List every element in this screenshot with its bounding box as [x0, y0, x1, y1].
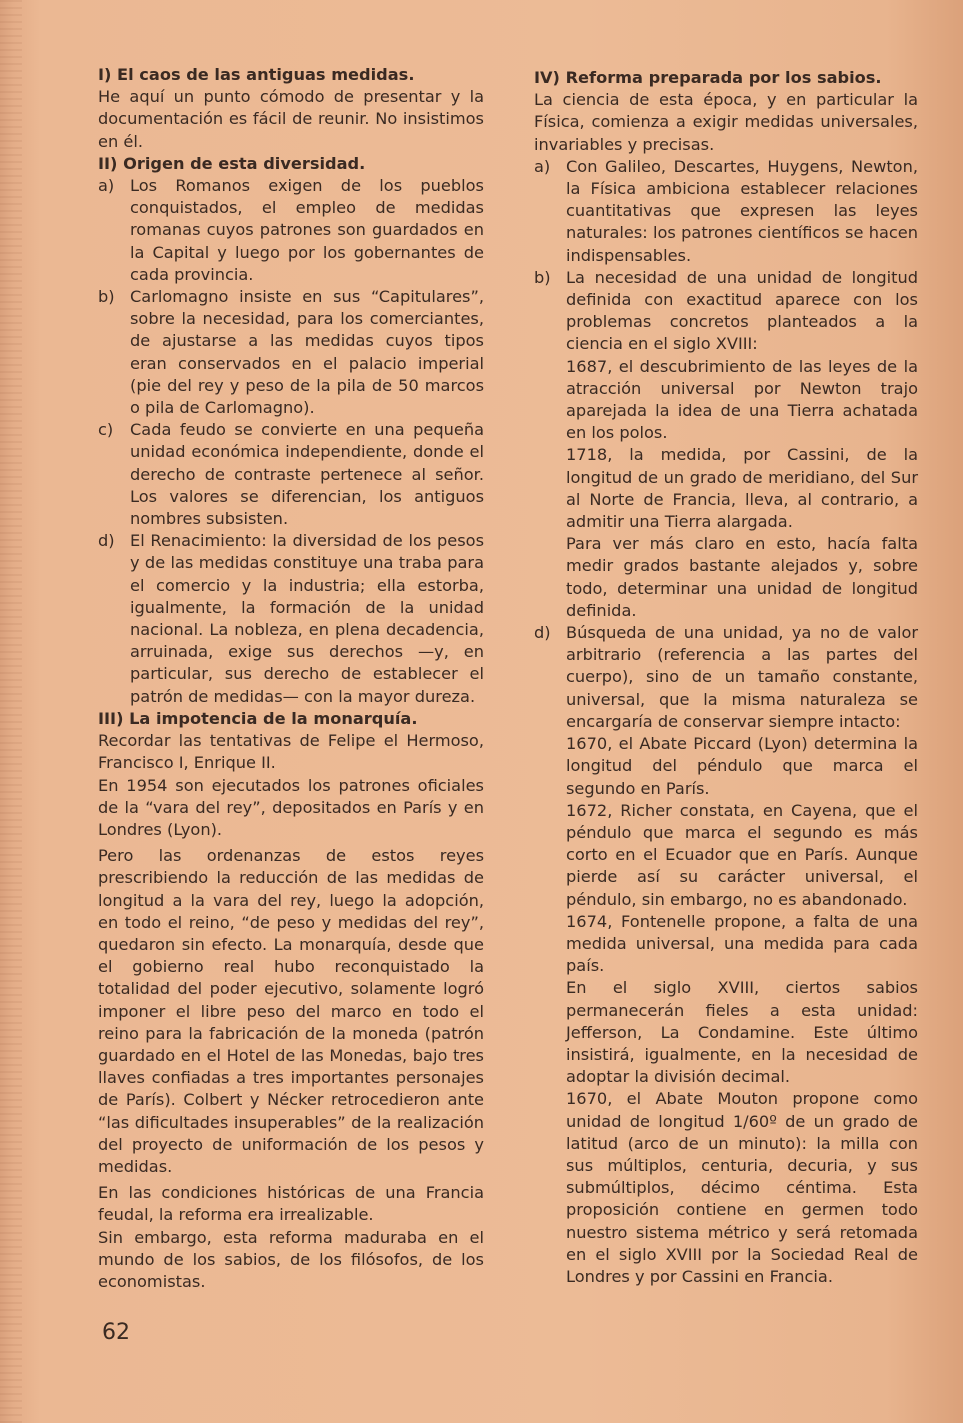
item-text: La necesidad de una unidad de longitud definida con exactitud aparece con los problemas concretos planteados a la ciencia en el siglo XVIII: — [566, 267, 918, 354]
section-heading-2: II) Origen de esta diversidad. — [98, 153, 366, 173]
item-label: a) — [98, 176, 115, 196]
item-label: d) — [98, 531, 115, 551]
subparagraph: Para ver más claro en esto, hacía falta medir grados bastante alejados y, sobre todo, determinar una unidad de longitud definida. — [566, 534, 918, 620]
item-text: El Renacimiento: la diversidad de los pesos y de las medidas constituye una traba para el comercio y la industria; ella estorba, igualmente, la formación de la unidad nacional. La nobleza, en plena decadencia, arruinada, exige sus derechos —y, en particular, sus derecho de establecer el patrón de medidas— con la mayor dureza. — [130, 531, 484, 706]
list-item-b — [534, 267, 918, 356]
subparagraph: 1670, el Abate Piccard (Lyon) determina la longitud del péndulo que marca el segundo en París. — [566, 734, 918, 798]
page-edge — [0, 0, 22, 1423]
subparagraph: 1670, el Abate Mouton propone como unidad de longitud 1/60º de un grado de latitud (arco de un minuto): la milla con sus múltiplos, centuria, decuria, y sus submúltiplos, décimo céntima. Esta proposición contiene en germen todo nuestro sistema métrico y será retomada en el siglo XVIII por la Sociedad Real de Londres y por Cassini en Francia. — [566, 1089, 918, 1286]
section-heading-3: III) La impotencia de la monarquía. — [98, 708, 418, 728]
item-label: d) — [534, 623, 551, 643]
item-label: b) — [98, 287, 115, 307]
item-text: Cada feudo se convierte en una pequeña unidad económica independiente, donde el derecho de contraste pertenece al señor. Los valores se diferencian, los antiguos nombres subsisten. — [130, 420, 484, 529]
subparagraph: En el siglo XVIII, ciertos sabios permanecerán fieles a esta unidad: Jefferson, La Condamine. Este último insistirá, igualmente, en la necesidad de adoptar la división decimal. — [566, 978, 918, 1087]
paragraph: He aquí un punto cómodo de presentar y la documentación es fácil de reunir. No insistimos en él. — [98, 87, 484, 151]
list-item-a — [534, 156, 918, 267]
paragraph: En las condiciones históricas de una Francia feudal, la reforma era irrealizable. — [98, 1183, 484, 1225]
paragraph: Recordar las tentativas de Felipe el Hermoso, Francisco I, Enrique II. — [98, 731, 484, 773]
subparagraph: 1672, Richer constata, en Cayena, que el péndulo que marca el segundo es más corto en el Ecuador que en París. Aunque pierde así su carácter universal, el péndulo, sin embargo, no es abandonado. — [566, 800, 918, 909]
page-number: 62 — [102, 1320, 130, 1345]
section-heading-4: IV) Reforma preparada por los sabios. — [534, 68, 882, 87]
section-heading-1: I) El caos de las antiguas medidas. — [98, 65, 415, 84]
right-column — [534, 67, 918, 1288]
item-text: Con Galileo, Descartes, Huygens, Newton, la Física ambiciona establecer relaciones cuantitativas que expresen las leyes naturales: los patrones científicos se hacen indispensables. — [566, 156, 918, 265]
item-label: a) — [534, 156, 551, 176]
paragraph: En 1954 son ejecutados los patrones oficiales de la “vara del rey”, depositados en París y en Londres (Lyon). — [98, 775, 484, 839]
item-text: Los Romanos exigen de los pueblos conquistados, el empleo de medidas romanas cuyos patrones son guardados en la Capital y luego por los gobernantes de cada provincia. — [130, 176, 484, 284]
paragraph: Sin embargo, esta reforma maduraba en el mundo de los sabios, de los filósofos, de los economistas. — [98, 1227, 484, 1291]
item-text: Carlomagno insiste en sus “Capitulares”, sobre la necesidad, para los comerciantes, de ajustarse a las medidas cuyos tipos eran conservados en el palacio imperial (pie del rey y peso de la pila de 50 marcos o pila de Carlomagno). — [130, 287, 484, 418]
list-item-d — [98, 530, 484, 708]
item-label: b) — [534, 267, 551, 287]
subparagraph: 1674, Fontenelle propone, a falta de una medida universal, una medida para cada país. — [566, 911, 918, 976]
list-item-a — [98, 175, 484, 286]
item-text: Búsqueda de una unidad, ya no de valor arbitrario (referencia a las partes del cuerpo), sino de un tamaño constante, universal, que la misma naturaleza se encargaría de conservar siempre intacto: — [566, 623, 918, 731]
left-column — [98, 64, 484, 1293]
list-item-d — [534, 622, 918, 733]
subparagraph: 1718, la medida, por Cassini, de la longitud de un grado de meridiano, del Sur al Norte de Francia, lleva, al contrario, a admitir una Tierra alargada. — [566, 445, 918, 532]
subparagraph: 1687, el descubrimiento de las leyes de la atracción universal por Newton trajo aparejada la idea de una Tierra achatada en los polos. — [566, 356, 918, 443]
paragraph: Pero las ordenanzas de estos reyes prescribiendo la reducción de las medidas de longitud a la vara del rey, luego la adopción, en todo el reino, “de peso y medidas del rey”, quedaron sin efecto. La monarquía, desde que el gobierno real hubo reconquistado la totalidad del poder ejecutivo, solamente logró imponer el libre peso del marco en todo el reino para la fabricación de la moneda (patrón guardado en el Hotel de las Monedas, bajo tres llaves confiadas a tres importantes personajes de París). Colbert y Nécker retrocedieron ante “las dificultades insuperables” de la realización del proyecto de uniformación de los pesos y medidas. — [98, 846, 484, 1176]
list-item-c — [98, 419, 484, 530]
list-item-b — [98, 286, 484, 419]
item-label: c) — [98, 420, 114, 440]
paragraph: La ciencia de esta época, y en particular la Física, comienza a exigir medidas universales, invariables y precisas. — [534, 90, 918, 154]
